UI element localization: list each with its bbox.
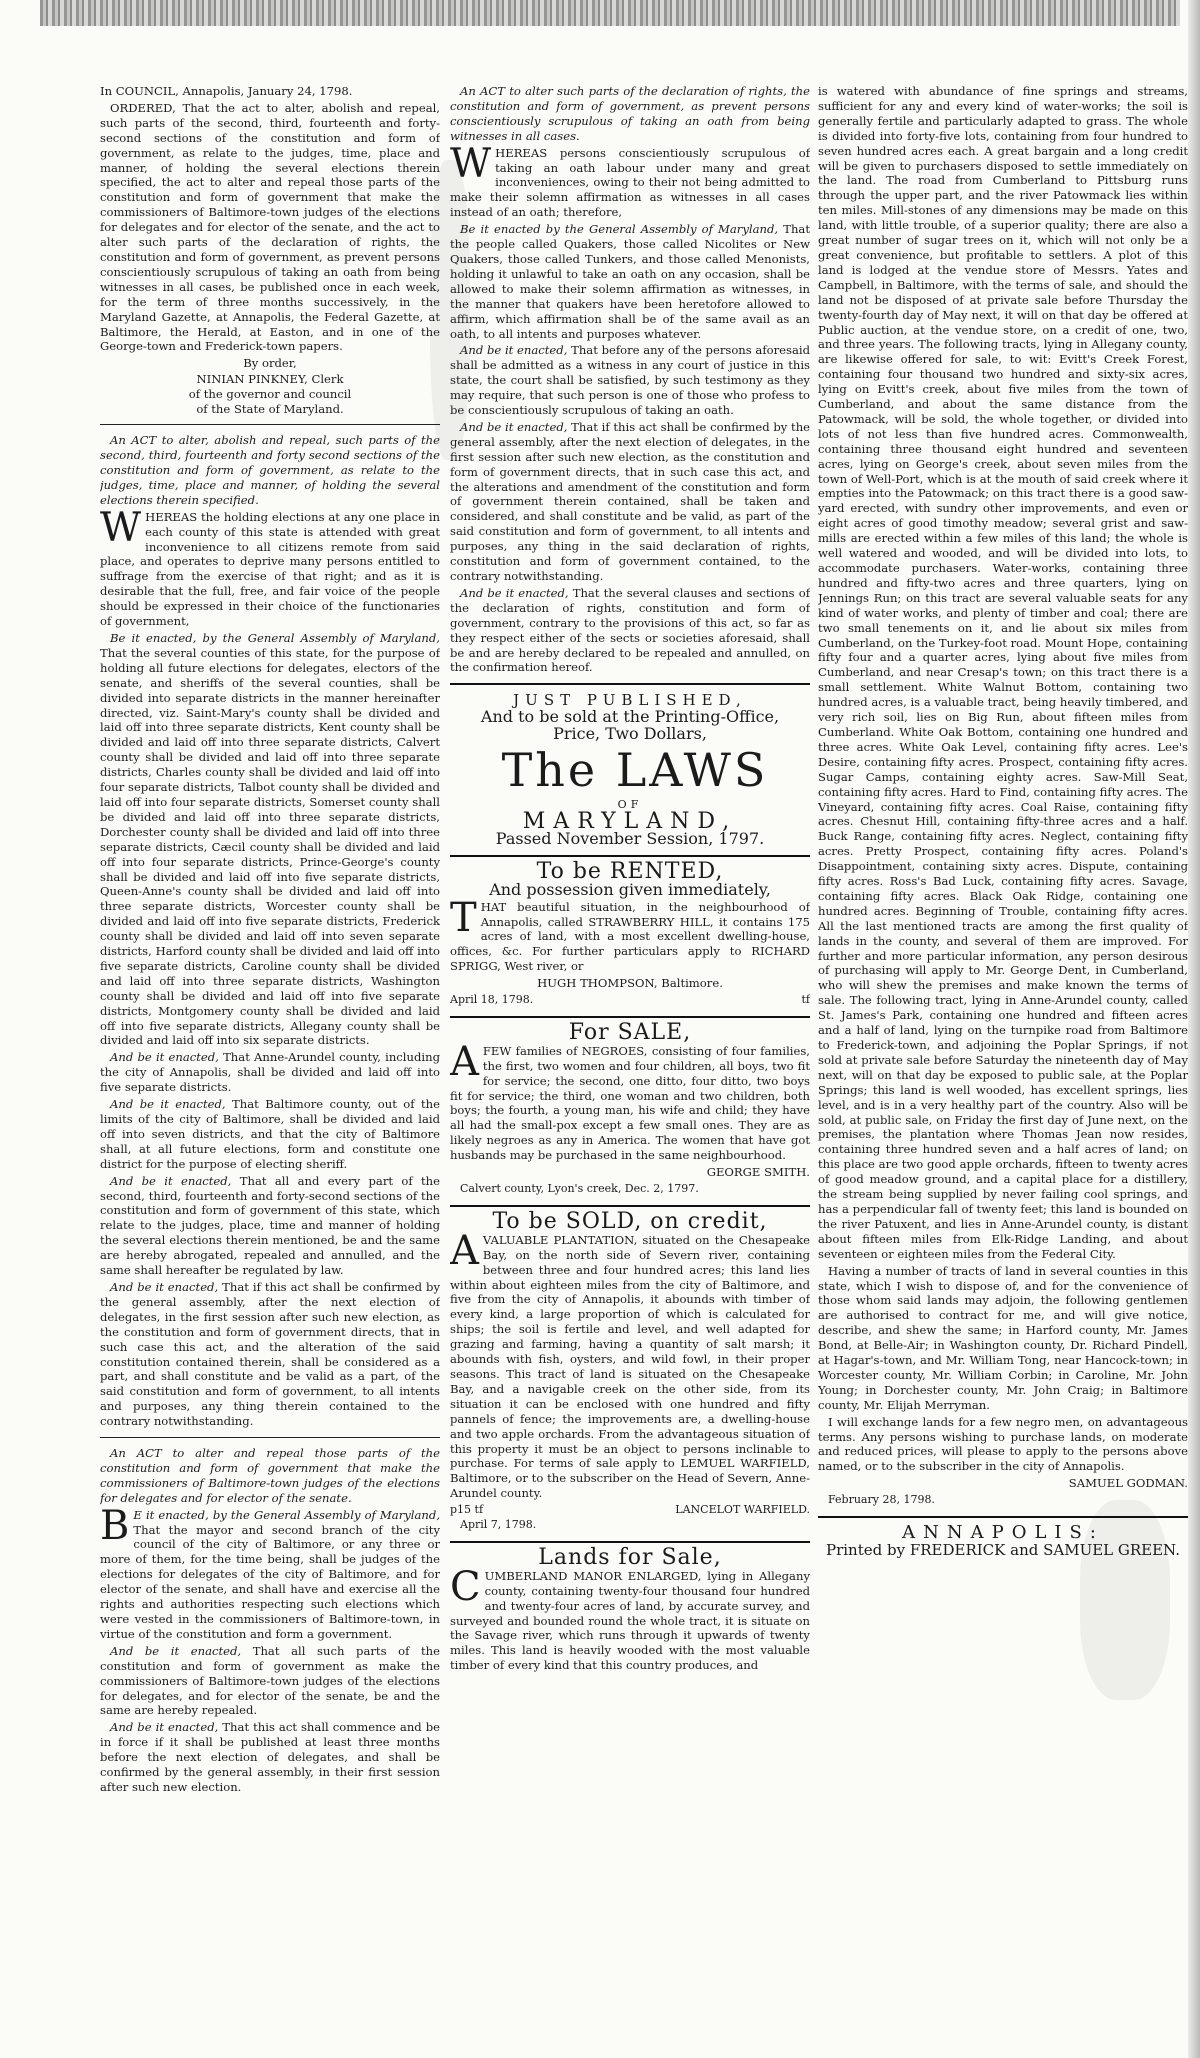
act1-enact5: That if this act shall be confirmed by the general assembly, after the next election of delegates, in the first session after such new election, as the constitution and form of government directs, that in such case this act, and the alteration of the said constitution contained therein, shall be considered as a part, and shall constitute and be valid as a part, of the said constitution and form of government, to all intents and purposes, any thing therein contained to the contrary notwithstanding. bbox=[100, 1279, 440, 1429]
rent-heading: To be RENTED, bbox=[536, 858, 724, 884]
act2-enact2-lead: And be it enacted, bbox=[110, 1643, 242, 1658]
lands-dropcap: C bbox=[450, 1563, 481, 1610]
lands-exchange: I will exchange lands for a few negro men, on advantageous terms. Any persons wishing to purchase lands, on moderate and reduced prices, will please to apply to the persons above named, or to the subscriber in the city of Annapolis. bbox=[818, 1414, 1188, 1474]
act2-enact3-lead: And be it enacted, bbox=[110, 1720, 219, 1735]
laws-state: MARYLAND, bbox=[522, 808, 738, 834]
sale-body: FEW families of NEGROES, consisting of four families, the first, two women and four children, all boys, two fit for service; the second, one ditto, four ditto, two boys fit for service; the third, one woman and two children, both boys; the fourth, a young man, his wife and child; they have all had the small-pox except a few small ones. They are as likely negroes as any in America. The women that have got husbands may be purchased in the same neighbourhood. bbox=[450, 1043, 810, 1163]
act1-title: An ACT to alter, abolish and repeal, such parts of the second, third, fourteenth and forty second sections of the constitution and form of government, as relate to the judges, time, place and manner, of holding the several elections therein specified. bbox=[100, 433, 440, 507]
sold-mark: p15 tf bbox=[450, 1503, 484, 1517]
act2-enact2: That all such parts of the constitution and form of government as make the commissioners of Baltimore-town judges of the elections for delegates, and for elector of the senate, be and the same are hereby repealed. bbox=[100, 1643, 440, 1718]
lands-date: February 28, 1798. bbox=[828, 1493, 935, 1507]
column-middle bbox=[450, 84, 810, 2044]
torn-top-edge bbox=[40, 0, 1180, 26]
act2-body: That the mayor and second branch of the city council of the city of Baltimore, or any three or more of them, for the time being, shall be judges of the elections for delegates of the city of Baltimore, and for elector of the senate, and shall have and exercise all the rights and authorities respecting such elections which were vested in the commissioners of Baltimore-town, in virtue of the constitution and form a government. bbox=[100, 1522, 440, 1641]
imprint-printers: Printed by FREDERICK and SAMUEL GREEN. bbox=[825, 1541, 1180, 1559]
act1-enact4-lead: And be it enacted, bbox=[110, 1173, 232, 1188]
sold-date: April 7, 1798. bbox=[460, 1518, 537, 1532]
act3-enact1: That the people called Quakers, those called Nicolites or New Quakers, those called Tunkers, and those called Menonists, holding it unlawful to take an oath on any occasion, shall be allowed to make their solemn affirmation as witnesses, in the manner that quakers have been heretofore allowed to affirm, which affirmation shall be of the same avail as an oath, to all intents and purposes whatever. bbox=[450, 222, 810, 341]
lands-body: UMBERLAND MANOR ENLARGED, lying in Allegany county, containing twenty-four thousand four hundred and twenty-four acres of land, by accurate survey, and surveyed and bounded round the whole tract, it is situate on the Savage river, which runs through it upwards of twenty miles. This land is heavily wooded with the most valuable timber of every kind that this country produces, and bbox=[450, 1568, 810, 1673]
divider bbox=[100, 1437, 440, 1438]
act2-enact3: That this act shall commence and be in force if it shall be published at least three months before the next election of delegates, and shall be confirmed by the general assembly, in their first session after such new election. bbox=[100, 1720, 440, 1794]
act3-enact3-lead: And be it enacted, bbox=[460, 419, 568, 434]
sale-signer: GEORGE SMITH. bbox=[706, 1165, 810, 1180]
act1-preamble: HEREAS the holding elections at any one place in each county of this state is attended with great inconvenience to all citizens remote from said place, and operates to deprive many persons entitled to suffrage from the exercise of that right; and as it is desirable that the full, free, and fair voice of the people should be expressed in their choice of the functionaries of government, bbox=[100, 509, 440, 629]
laws-of: OF bbox=[617, 798, 643, 812]
sale-advertisement bbox=[450, 1019, 810, 1197]
lands-agents: Having a number of tracts of land in several counties in this state, which I wish to dispose of, and for the convenience of those whom said lands may adjoin, the following gentlemen are authorised to contract for me, and will give notice, describe, and shew the same; in Harford county, Mr. James Bond, at Belle-Air; in Washington county, Dr. Richard Pindell, at Hagar's-town, and Mr. William Tong, near Hancock-town; in Worcester county, Mr. William Corbin; in Caroline, Mr. John Young; in Dorchester county, Mr. John Craig; in Baltimore county, Mr. Elijah Merryman. bbox=[818, 1263, 1188, 1412]
column-left bbox=[100, 84, 440, 2044]
act3-title: An ACT to alter such parts of the declaration of rights, the constitution and form of government, as prevent persons conscientiously scrupulous of taking an oath from being witnesses in all cases. bbox=[450, 84, 810, 143]
council-heading: In COUNCIL, Annapolis, January 24, 1798. bbox=[100, 84, 353, 98]
rent-body: HAT beautiful situation, in the neighbourhood of Annapolis, called STRAWBERRY HILL, it contains 175 acres of land, with a most excellent dwelling-house, offices, &c. For further particulars apply to RICHARD SPRIGG, West river, or bbox=[450, 899, 810, 974]
sold-body: VALUABLE PLANTATION, situated on the Chesapeake Bay, on the north side of Severn river, containing between three and four hundred acres; this land lies within about eighteen miles from the city of Baltimore, and five from the city of Annapolis, it abounds with timber of every kind, a large proportion of which is calculated for ships; the soil is fertile and level, and well adapted for grazing and farming, having a quantity of salt marsh; it abounds with fish, oysters, and wild fowl, in their proper seasons. This tract of land is situated on the Chesapeake Bay, and a navigable creek on the other side, from its situation it can be enclosed with one hundred and fifty pannels of fence; the improvements are, a dwelling-house and two apple orchards. From the advantageous situation of this property it must be an object to persons inclinable to purchase. For terms of sale apply to LEMUEL WARFIELD, Baltimore, or to the subscriber on the Head of Severn, Anne-Arundel county. bbox=[450, 1232, 810, 1501]
act2-dropcap: B bbox=[100, 1502, 130, 1549]
act3-dropcap: W bbox=[450, 140, 492, 187]
divider bbox=[450, 855, 810, 857]
act1-enact3: That Baltimore county, out of the limits of the city of Baltimore, shall be divided and laid off into seven districts, and that the city of Baltimore shall, at all future elections, form and constitute one district for the purpose of electing sheriff. bbox=[100, 1097, 440, 1171]
rent-subheading: And possession given immediately, bbox=[489, 879, 771, 899]
divider bbox=[818, 1516, 1188, 1518]
laws-advertisement bbox=[450, 693, 810, 846]
divider bbox=[100, 424, 440, 425]
act1-enact2-lead: And be it enacted, bbox=[110, 1050, 219, 1065]
council-order: ORDERED, That the act to alter, abolish and repeal, such parts of the second, third, fourteenth and forty-second sections of the constitution and form of government, as relate to the judges, time, place and manner, of holding the several elections therein specified, the act to alter and repeal those parts of the constitution and form of government that make the commissioners of Baltimore-town judges of the elections for delegates and for elector of the senate, and the act to alter such parts of the declaration of rights, the constitution and form of government, as prevent persons conscientiously scrupulous of taking an oath from being witnesses in all cases, be published once in each week, for the term of three months successively, in the Maryland Gazette, at Annapolis, the Federal Gazette, at Baltimore, the Herald, at Easton, and in one of the George-town and Frederick-town papers. bbox=[100, 100, 440, 354]
rent-signer: HUGH THOMPSON, Baltimore. bbox=[537, 976, 723, 991]
rent-dropcap: T bbox=[450, 894, 477, 941]
divider bbox=[450, 1016, 810, 1018]
laws-just-published: JUST PUBLISHED, bbox=[513, 691, 747, 710]
act3-enact2-lead: And be it enacted, bbox=[460, 343, 568, 358]
act3-enact2: That before any of the persons aforesaid shall be admitted as a witness in any court of justice in this state, the court shall be satisfied, by such testimony as they may require, that such person is one of those who profess to be conscientiously scrupulous of taking an oath. bbox=[450, 343, 810, 418]
act2-lead: E it enacted, by the General Assembly of Maryland, bbox=[133, 1507, 440, 1522]
sold-dropcap: A bbox=[450, 1227, 479, 1274]
sold-advertisement bbox=[450, 1208, 810, 1533]
lands-signer: SAMUEL GODMAN. bbox=[1068, 1476, 1188, 1491]
act2-title: An ACT to alter and repeal those parts of the constitution and form of government that make the commissioners of Baltimore-town judges of the elections for delegates and for elector of the senate. bbox=[100, 1446, 440, 1505]
lands-continued: is watered with abundance of fine springs and streams, sufficient for any and every kind of water-works; the soil is generally fertile and particularly adapted to grass. The whole is divided into forty-five lots, containing from four hundred to seven hundred acres each. A great bargain and a long credit will be given to purchasers disposed to settle immediately on the land. The road from Cumberland to Pittsburg runs through the upper part, and the river Patowmack lies within ten miles. Mill-stones of any dimensions may be made on this land, with little trouble, of a superior quality; there are also a great number of sugar trees on it, which will not only be a great convenience, but profitable to settlers. A plot of this land is lodged at the vendue store of Messrs. Yates and Campbell, in Baltimore, with the terms of sale, and should the land not be disposed of at private sale before Thursday the twenty-fourth day of May next, it will on that day be offered at Public auction, at the vendue store, on a credit of one, two, and three years. The following tracts, lying in Allegany county, are likewise offered for sale, to wit: Evitt's Creek Forest, containing four thousand two hundred and sixty-six acres, lying on Evitt's creek, about five miles from the town of Cumberland, and about the same distance from the Patowmack, will be sold, the whole together, or divided into lots of not less than five hundred acres. Commonwealth, containing three thousand eight hundred and seventeen acres, lying on George's creek, about seven miles from the town of Well-Port, which is at the mouth of said creek where it empties into the Patowmack; on this tract there is a good saw-yard erected, with sundry other improvements, and even or eight acres of good timothy meadow; several grist and saw-mills are erected within a few miles of this land; the whole is well watered and wooded, and will be divided into lots, to accommodate purchasers. Water-works, containing three hundred and fifty-two acres and three quarters, lying on Jennings Run; on this tract are several valuable seats for any kind of water works, and plenty of timber and coal; there are two small tenements on it, and lie about six miles from Cumberland, on the Turkey-foot road. Mount Hope, containing fifty four and a quarter acres, lying about five miles from Cumberland, and near Cresap's town; on this tract there is a small settlement. White Walnut Bottom, containing two hundred acres, is a valuable tract, being heavily timbered, and very rich soil, lies on Big Run, about fifteen miles from Cumberland. White Oak Bottom, containing one hundred and three acres. White Oak Level, containing fifty acres. Lee's Desire, containing fifty acres. Prospect, containing fifty acres. Sugar Camps, containing eighty acres. Saw-Mill Seat, containing fifty acres. Hard to Find, containing fifty acres. The Vineyard, containing fifty acres. Coal Raise, containing fifty acres. Chesnut Hill, containing fifty-three acres and a half. Buck Range, containing fifty acres. Neglect, containing fifty acres. Pretty Prospect, containing fifty acres. Poland's Disappointment, containing sixty acres. Dispute, containing fifty acres. Ross's Bad Luck, containing fifty acres. Savage, containing fifty acres. Black Oak Ridge, containing one hundred acres. Beginning of Trouble, containing fifty acres. All the last mentioned tracts are among the first quality of lands in the county, and several of them are improved. For further and more particular information, any person desirous of purchasing will apply to Mr. George Dent, in Cumberland, who will shew the premises and make known the terms of sale. The following tract, lying in Anne-Arundel county, called St. James's Park, containing one hundred and fifteen acres and a half of land, lying on the turnpike road from Baltimore to Frederick-town, and adjoining the Poplar Springs, if not sold at private sale before Saturday the nineteenth day of May next, will on that day be exposed to public sale, at the Poplar Springs; this land is well wooded, has excellent springs, lies level, and is in a very healthy part of the country. Also will be sold, at public sale, on Friday the first day of June next, on the premises, the plantation where Thomas Jean now resides, containing three hundred seven and a half acres of land; on this place are two good apple orchards, fifteen to twenty acres of good meadow ground, and a capital place for a distillery, the stream being supplied by never failing cool springs, and has a perpendicular fall of twenty feet; this land is bounded on the river Patuxent, and lies in Anne-Arundel county, is distant about fifteen miles from Elk-Ridge Landing, and about seventeen or eighteen miles from the Federal City. bbox=[818, 84, 1188, 1261]
sold-heading: To be SOLD, on credit, bbox=[492, 1208, 768, 1234]
laws-title: The LAWS bbox=[501, 743, 769, 798]
clerk-title-2: of the State of Maryland. bbox=[196, 402, 344, 417]
rent-advertisement bbox=[450, 858, 810, 1008]
laws-sold-at: And to be sold at the Printing-Office, bbox=[480, 707, 780, 727]
act1-enact1: That the several counties of this state, for the purpose of holding all future elections for delegates, electors of the senate, and sheriffs of the several counties, shall be divided into separate districts in the manner hereinafter directed, viz. Saint-Mary's county shall be divided and laid off into three separate districts, Kent county shall be divided and laid off into three separate districts, Calvert county shall be divided and laid off into three separate districts, Charles county shall be divided and laid off into four separate districts, Talbot county shall be divided and laid off into four separate districts, Somerset county shall be divided and laid off into three separate districts, Dorchester county shall be divided and laid off into three separate districts, Cæcil county shall be divided and laid off into four separate districts, Prince-George's county shall be divided and laid off into five separate districts, Queen-Anne's county shall be divided and laid off into three separate districts, Worcester county shall be divided and laid off into five separate districts, Frederick county shall be divided and laid off into seven separate districts, Harford county shall be divided and laid off into five separate districts, Caroline county shall be divided and laid off into three separate districts, Washington county shall be divided and laid off into five separate districts, Montgomery county shall be divided and laid off into five separate districts, Allegany county shall be divided and laid off into six separate districts. bbox=[100, 645, 440, 1048]
lands-heading: Lands for Sale, bbox=[538, 1544, 722, 1570]
divider bbox=[450, 1205, 810, 1207]
act1-enact5-lead: And be it enacted, bbox=[110, 1279, 219, 1294]
divider bbox=[450, 1541, 810, 1543]
by-order: By order, bbox=[243, 356, 297, 371]
sale-place-date: Calvert county, Lyon's creek, Dec. 2, 1797. bbox=[460, 1182, 699, 1195]
clerk-name: NINIAN PINKNEY, Clerk bbox=[196, 372, 344, 387]
sale-heading: For SALE, bbox=[568, 1019, 692, 1045]
rent-date: April 18, 1798. bbox=[450, 993, 534, 1007]
act1-enact1-lead: Be it enacted, by the General Assembly of Maryland, bbox=[110, 631, 440, 645]
clerk-title-1: of the governor and council bbox=[188, 387, 352, 402]
column-right bbox=[818, 84, 1188, 2044]
act1-enact3-lead: And be it enacted, bbox=[110, 1097, 226, 1112]
act3-enact4: That the several clauses and sections of the declaration of rights, constitution and form of government, contrary to the provisions of this act, so far as they respect either of the sects or societies aforesaid, shall be and are hereby declared to be repealed and annulled, on the confirmation hereof. bbox=[450, 585, 810, 675]
sale-dropcap: A bbox=[450, 1038, 479, 1085]
divider bbox=[450, 683, 810, 685]
laws-session: Passed November Session, 1797. bbox=[495, 828, 765, 848]
act3-enact4-lead: And be it enacted, bbox=[460, 585, 569, 600]
imprint-city: ANNAPOLIS: bbox=[902, 1522, 1104, 1544]
page-right-edge bbox=[1188, 0, 1200, 2058]
act1-enact2: That Anne-Arundel county, including the city of Annapolis, shall be divided and laid off into five separate districts. bbox=[100, 1050, 440, 1095]
rent-mark: tf bbox=[801, 993, 810, 1007]
lands-advertisement bbox=[450, 1544, 810, 1673]
act1-dropcap: W bbox=[100, 504, 142, 551]
act3-preamble: HEREAS persons conscientiously scrupulous of taking an oath labour under many and great inconveniences, owing to their not being admitted to make their solemn affirmation as witnesses in all cases instead of an oath; therefore, bbox=[450, 145, 810, 220]
act3-enact1-lead: Be it enacted by the General Assembly of Maryland, bbox=[460, 222, 779, 237]
sold-signer: LANCELOT WARFIELD. bbox=[675, 1503, 810, 1517]
act1-enact4: That all and every part of the second, third, fourteenth and forty-second sections of the constitution and form of government of this state, which relate to the judges, place, time and manner of holding the several elections therein mentioned, be and the same are hereby abrogated, repealed and annulled, and the same shall hereafter be regulated by law. bbox=[100, 1173, 440, 1278]
act3-enact3: That if this act shall be confirmed by the general assembly, after the next election of delegates, in the first session after such new election, as the constitution and form of government directs, that in such case this act, and the alterations and amendment of the constitution and form of government therein contained, shall be taken and considered, and shall constitute and be valid, as part of the said constitution and form of government, to all intents and purposes, any thing in the said declaration of rights, constitution and form of government contained, to the contrary notwithstanding. bbox=[450, 419, 810, 583]
laws-price: Price, Two Dollars, bbox=[553, 724, 707, 744]
